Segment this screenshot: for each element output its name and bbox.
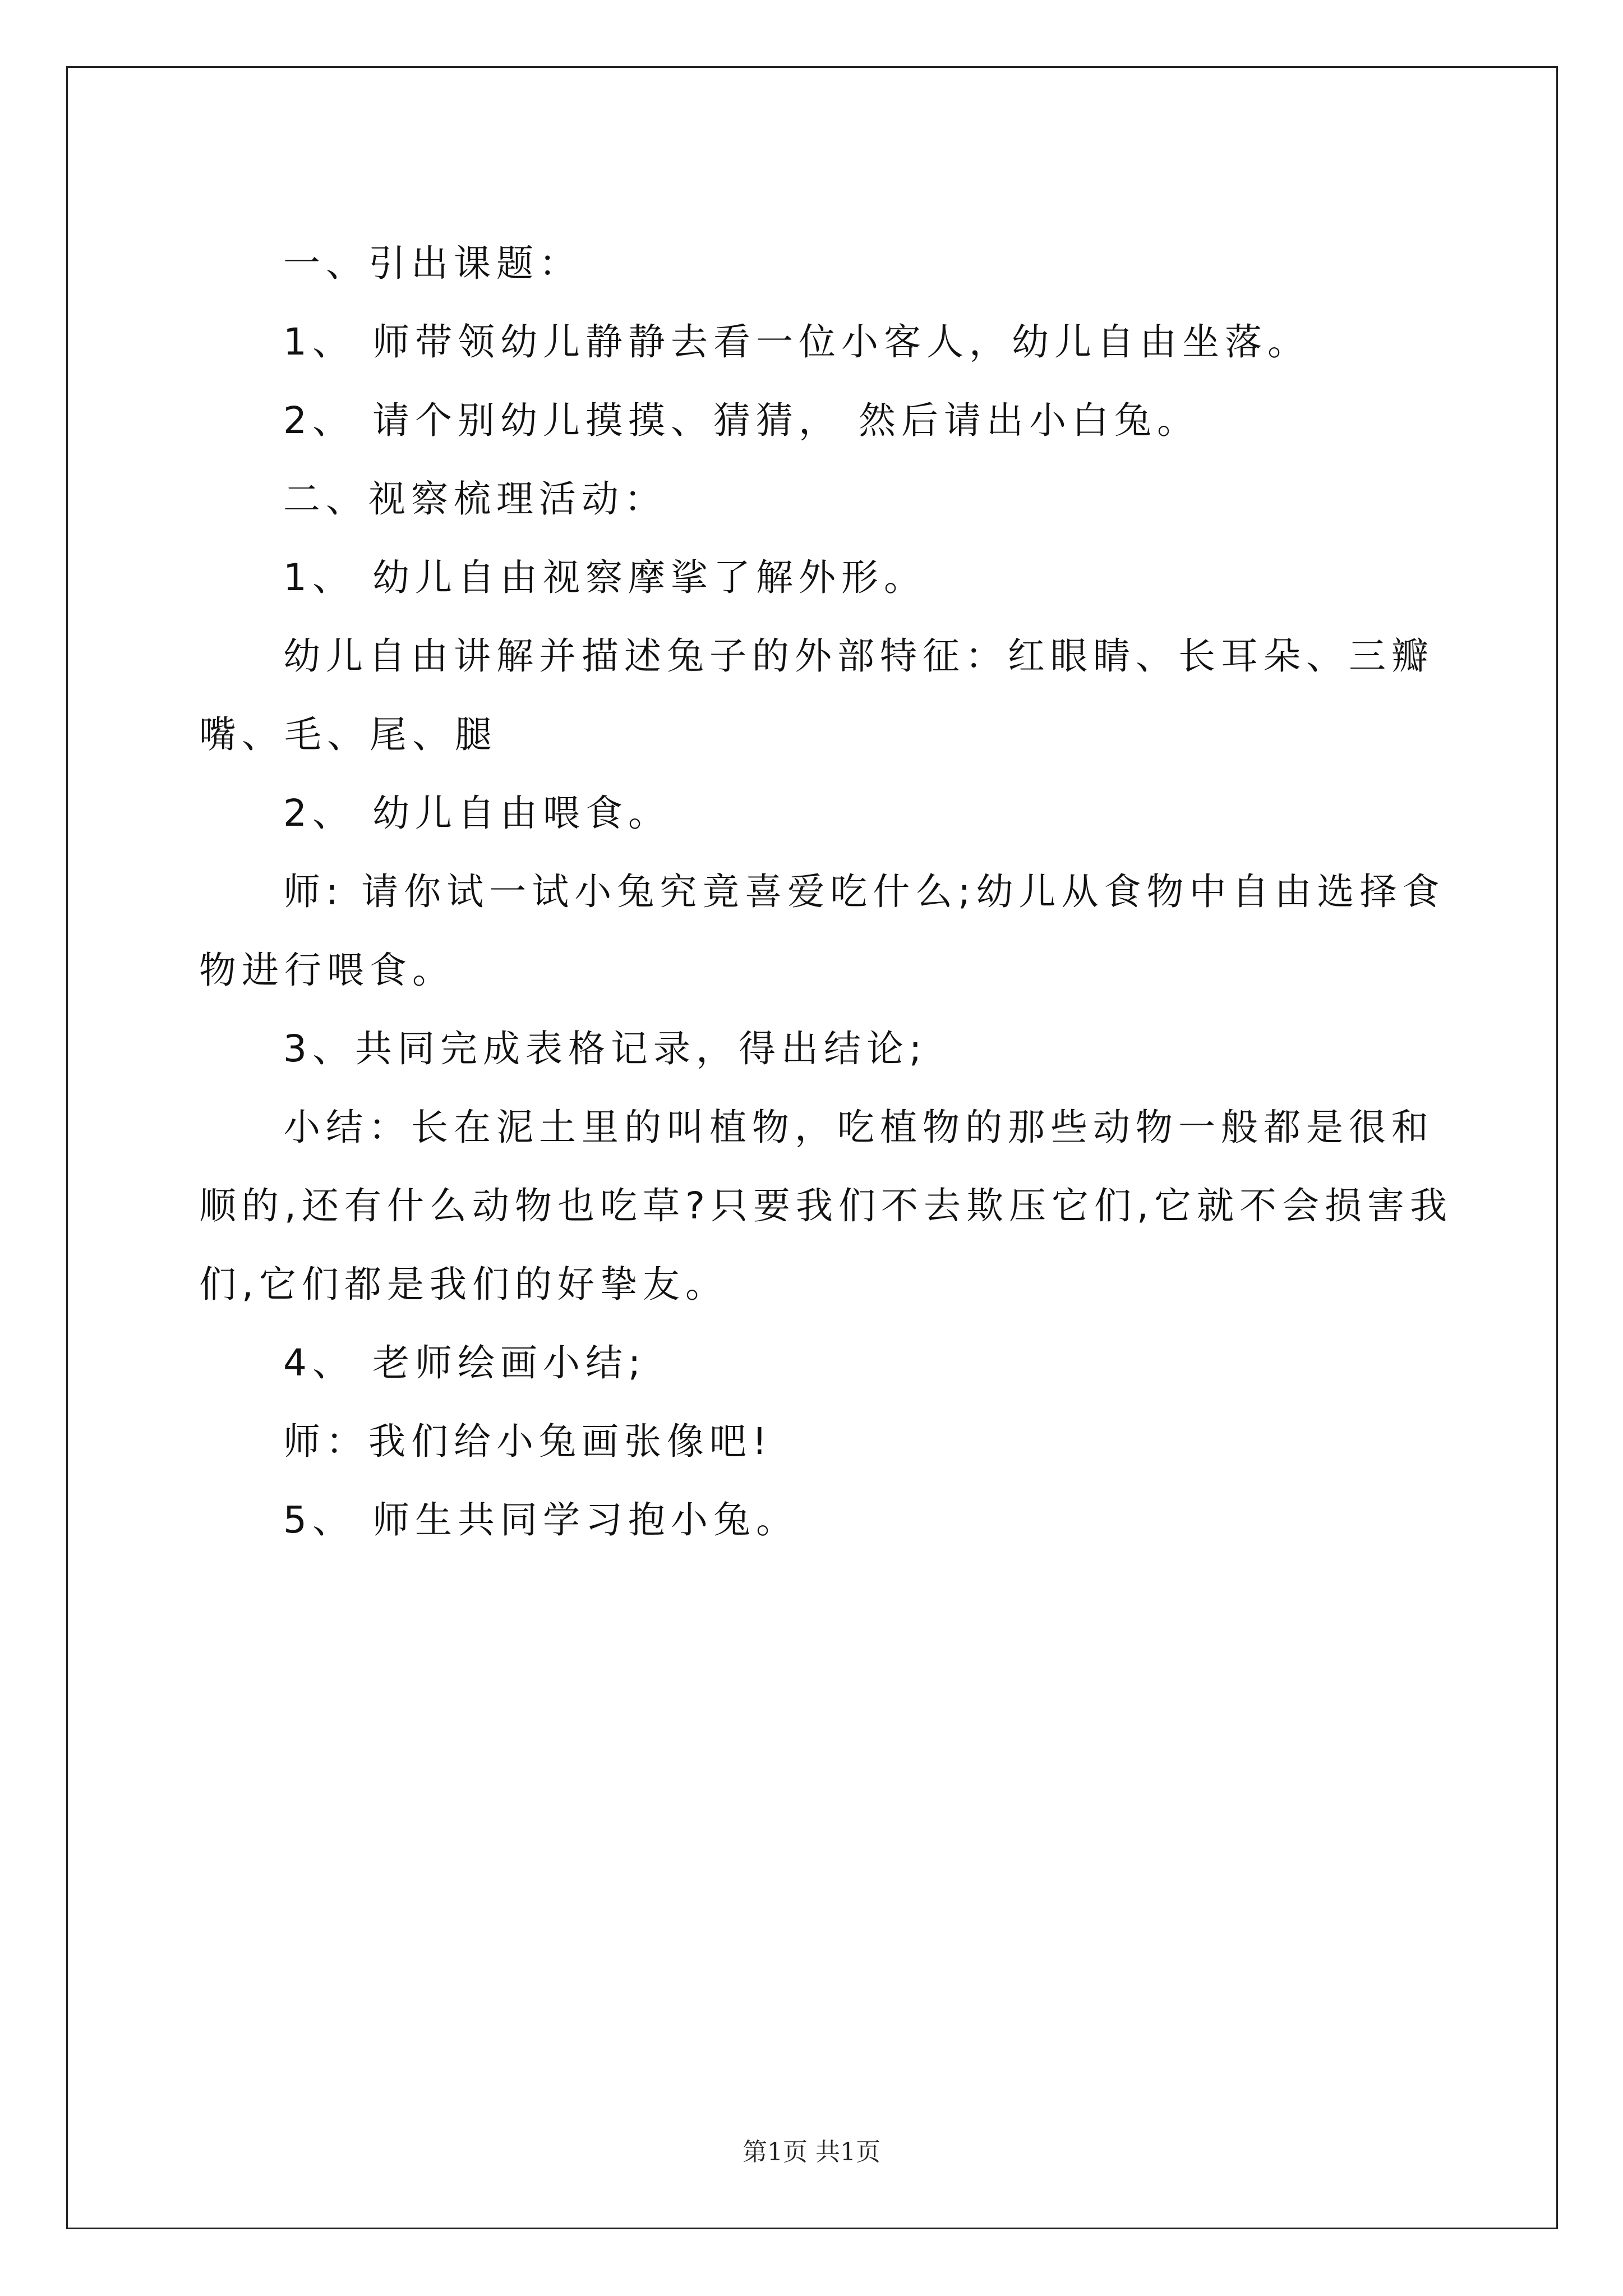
document-body (199, 224, 1472, 1559)
paragraph-table-record: 3、共同完成表格记录，得出结论; (283, 1027, 928, 1070)
paragraph-observe-1: 1、 幼儿自由视察摩挲了解外形。 (283, 556, 926, 599)
heading-intro: 一、引出课题： (283, 242, 582, 285)
page-footer: 第1页 共1页 (743, 2138, 880, 2166)
paragraph-feeding: 2、 幼儿自由喂食。 (283, 792, 671, 835)
paragraph-step-2: 2、 请个别幼儿摸摸、猜猜， 然后请出小白兔。 (283, 399, 1200, 442)
paragraph-teacher-question: 师: 请你试一试小兔究竟喜爱吃什么;幼儿从食物中自由选择食物进行喂食。 (199, 870, 1445, 992)
paragraph-features: 幼儿自由讲解并描述兔子的外部特征：红眼睛、长耳朵、三瓣嘴、毛、尾、腿 (199, 634, 1434, 756)
paragraph-summary: 小结：长在泥土里的叫植物，吃植物的那些动物一般都是很和顺的,还有什么动物也吃草?只要我们不去欺压它们,它就不会损害我们,它们都是我们的好挚友。 (199, 1106, 1453, 1306)
paragraph-hold-rabbit: 5、 师生共同学习抱小兔。 (283, 1498, 799, 1542)
paragraph-step-1: 1、 师带领幼儿静静去看一位小客人，幼儿自由坐落。 (283, 320, 1310, 364)
heading-observation: 二、视察梳理活动： (283, 477, 667, 521)
paragraph-teacher-drawing: 4、 老师绘画小结; (283, 1341, 647, 1384)
paragraph-teacher-say: 师：我们给小兔画张像吧! (283, 1420, 773, 1463)
